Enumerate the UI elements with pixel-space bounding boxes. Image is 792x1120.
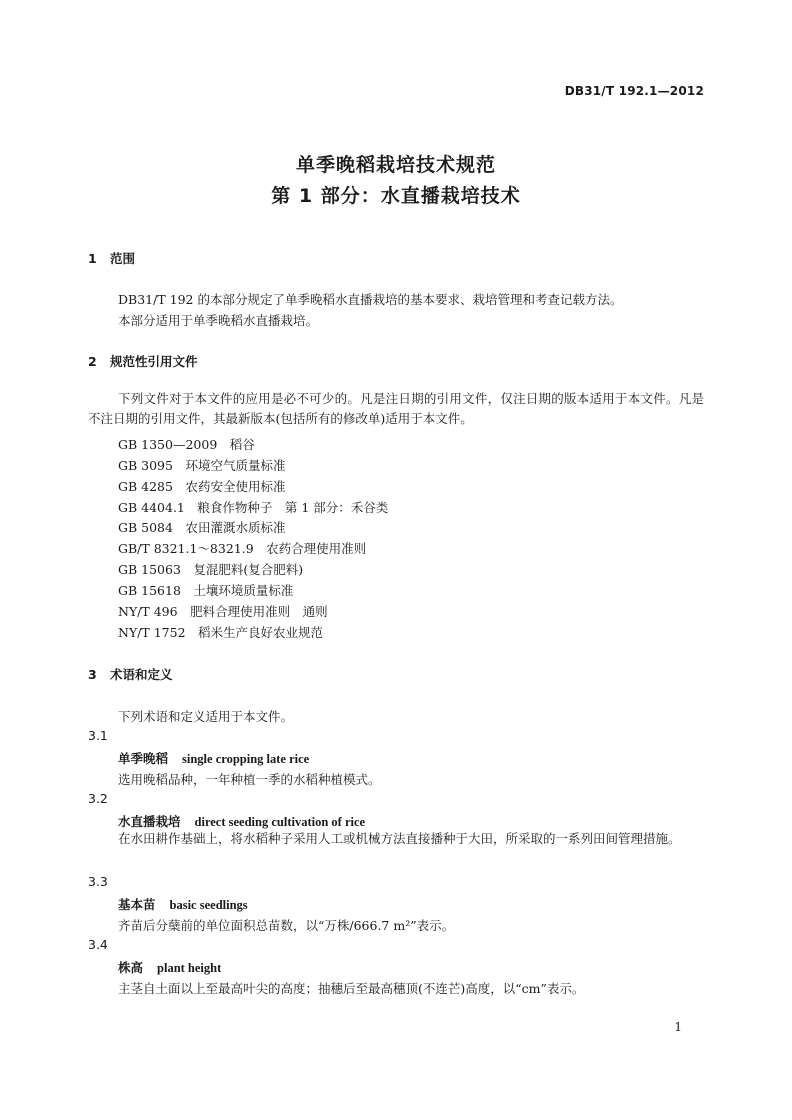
term-heading: [118, 895, 248, 913]
reference-item: GB 1350—2009 稻谷: [118, 437, 255, 452]
term-cn: 株高: [118, 960, 144, 975]
document-subtitle: 第 1 部分：水直播栽培技术: [271, 185, 521, 207]
term-cn: 单季晚稻: [118, 751, 169, 766]
reference-item: GB 3095 环境空气质量标准: [118, 458, 286, 473]
term-heading: [118, 812, 365, 830]
term-en: basic seedlings: [169, 898, 248, 912]
section-number: 3: [88, 667, 97, 682]
reference-item: GB 15063 复混肥料(复合肥料): [118, 562, 304, 577]
clause-number: 3.4: [88, 937, 108, 952]
clause-number: 3.1: [88, 728, 108, 743]
term-definition: 主茎自土面以上至最高叶尖的高度；抽穗后至最高穗顶(不连芒)高度，以“cm”表示。: [118, 981, 585, 996]
reference-item: GB 4285 农药安全使用标准: [118, 479, 286, 494]
section-title: 术语和定义: [110, 667, 173, 682]
term-definition: 在水田耕作基础上，将水稻种子采用人工或机械方法直接播种于大田，所采取的一系列田间管理措施。: [118, 831, 681, 846]
section-title: 规范性引用文件: [110, 354, 198, 369]
term-en: direct seeding cultivation of rice: [194, 815, 366, 829]
reference-item: GB 4404.1 粮食作物种子 第 1 部分：禾谷类: [118, 500, 389, 515]
reference-item: GB 15618 土壤环境质量标准: [118, 583, 294, 598]
reference-item: GB/T 8321.1～8321.9 农药合理使用准则: [118, 541, 367, 556]
section-number: 2: [88, 354, 97, 369]
section-2-heading: [88, 352, 198, 370]
document-title: 单季晚稻栽培技术规范: [295, 154, 496, 176]
term-definition: 选用晚稻品种，一年种植一季的水稻种植模式。: [118, 772, 381, 787]
clause-number: 3.3: [88, 874, 108, 889]
paragraph: DB31/T 192 的本部分规定了单季晚稻水直播栽培的基本要求、栽培管理和考查记载方法。: [118, 292, 623, 307]
paragraph: 本部分适用于单季晚稻水直播栽培。: [118, 313, 319, 328]
term-heading: [118, 958, 221, 976]
section-3-heading: [88, 665, 173, 683]
paragraph: 下列术语和定义适用于本文件。: [118, 709, 294, 724]
section-1-heading: [88, 249, 135, 267]
paragraph: 下列文件对于本文件的应用是必不可少的。凡是注日期的引用文件，仅注日期的版本适用于本文件。凡是不注日期的引用文件，其最新版本(包括所有的修改单)适用于本文件。: [88, 391, 704, 426]
term-cn: 水直播栽培: [118, 814, 181, 829]
reference-item: GB 5084 农田灌溉水质标准: [118, 520, 286, 535]
term-definition: 齐苗后分蘖前的单位面积总苗数，以“万株/666.7 m²”表示。: [118, 918, 455, 933]
term-heading: [118, 749, 309, 767]
section-number: 1: [88, 251, 97, 266]
term-cn: 基本苗: [118, 897, 156, 912]
term-en: plant height: [157, 961, 222, 975]
section-title: 范围: [110, 251, 136, 266]
standard-number: DB31/T 192.1—2012: [564, 84, 704, 98]
reference-item: NY/T 1752 稻米生产良好农业规范: [118, 625, 324, 640]
page-number: 1: [674, 1020, 682, 1034]
term-en: single cropping late rice: [182, 752, 310, 766]
reference-item: NY/T 496 肥料合理使用准则 通则: [118, 604, 328, 619]
clause-number: 3.2: [88, 791, 108, 806]
